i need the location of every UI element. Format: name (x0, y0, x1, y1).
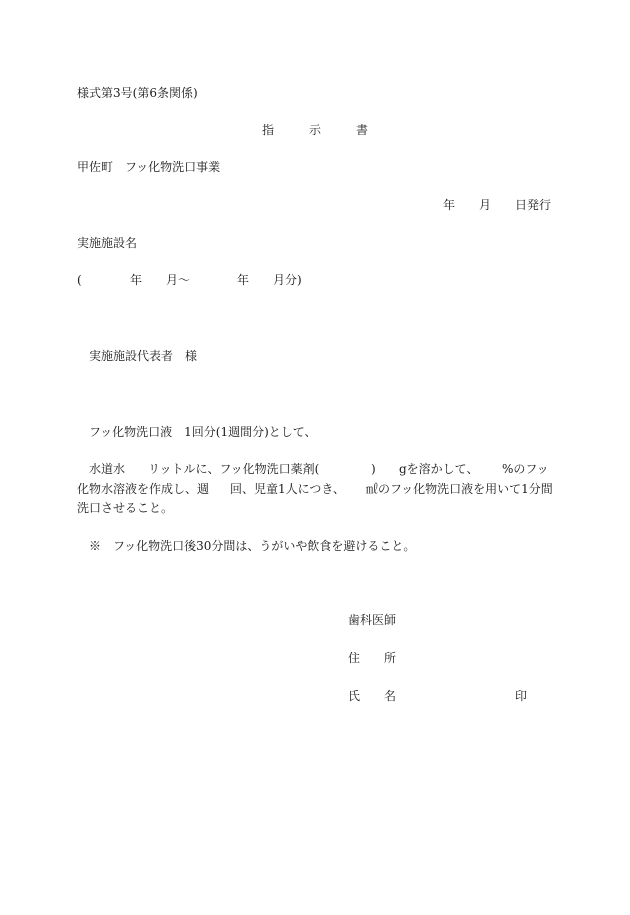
address-label-1: 住 (348, 651, 361, 665)
period-month-1: 月〜 (166, 273, 191, 287)
name-label-1: 氏 (348, 689, 361, 703)
instruction-intro: フッ化物洗口液 1回分(1週間分)として、 (89, 425, 317, 439)
dentist-label: 歯科医師 (348, 613, 397, 627)
period-month-2: 月分) (273, 273, 302, 287)
issue-month: 月 (479, 198, 492, 212)
issue-day: 日発行 (515, 198, 552, 212)
issue-year: 年 (443, 198, 456, 212)
program-name: 甲佐町 フッ化物洗口事業 (77, 160, 221, 174)
instruction-1d: gを溶かして、 (399, 462, 479, 476)
instruction-1a: 水道水 (89, 462, 126, 476)
title-char-1: 指 (262, 123, 275, 137)
period-year-2: 年 (237, 273, 250, 287)
addressee: 実施施設代表者 様 (89, 349, 198, 363)
name-label-2: 名 (384, 689, 397, 703)
instruction-1b: リットルに、フッ化物洗口薬剤( (148, 462, 320, 476)
instruction-2c: ㎖のフッ化物洗口液を用いて1分間 (366, 482, 553, 496)
title-char-3: 書 (356, 123, 369, 137)
instruction-2a: 化物水溶液を作成し、週 (77, 482, 210, 496)
instruction-1c: ) (371, 462, 376, 476)
period-year-1: 年 (130, 273, 143, 287)
note: ※ フッ化物洗口後30分間は、うがいや飲食を避けること。 (89, 539, 416, 553)
instruction-2b: 回、児童1人につき、 (230, 482, 345, 496)
form-number: 様式第3号(第6条関係) (77, 86, 198, 100)
period-open-paren: ( (77, 273, 82, 287)
instruction-line-3: 洗口させること。 (77, 501, 174, 515)
address-label-2: 所 (384, 651, 397, 665)
title-char-2: 示 (309, 123, 322, 137)
seal-mark: 印 (515, 689, 528, 703)
facility-name-label: 実施施設名 (77, 236, 138, 250)
instruction-1e: %のフッ (502, 462, 549, 476)
